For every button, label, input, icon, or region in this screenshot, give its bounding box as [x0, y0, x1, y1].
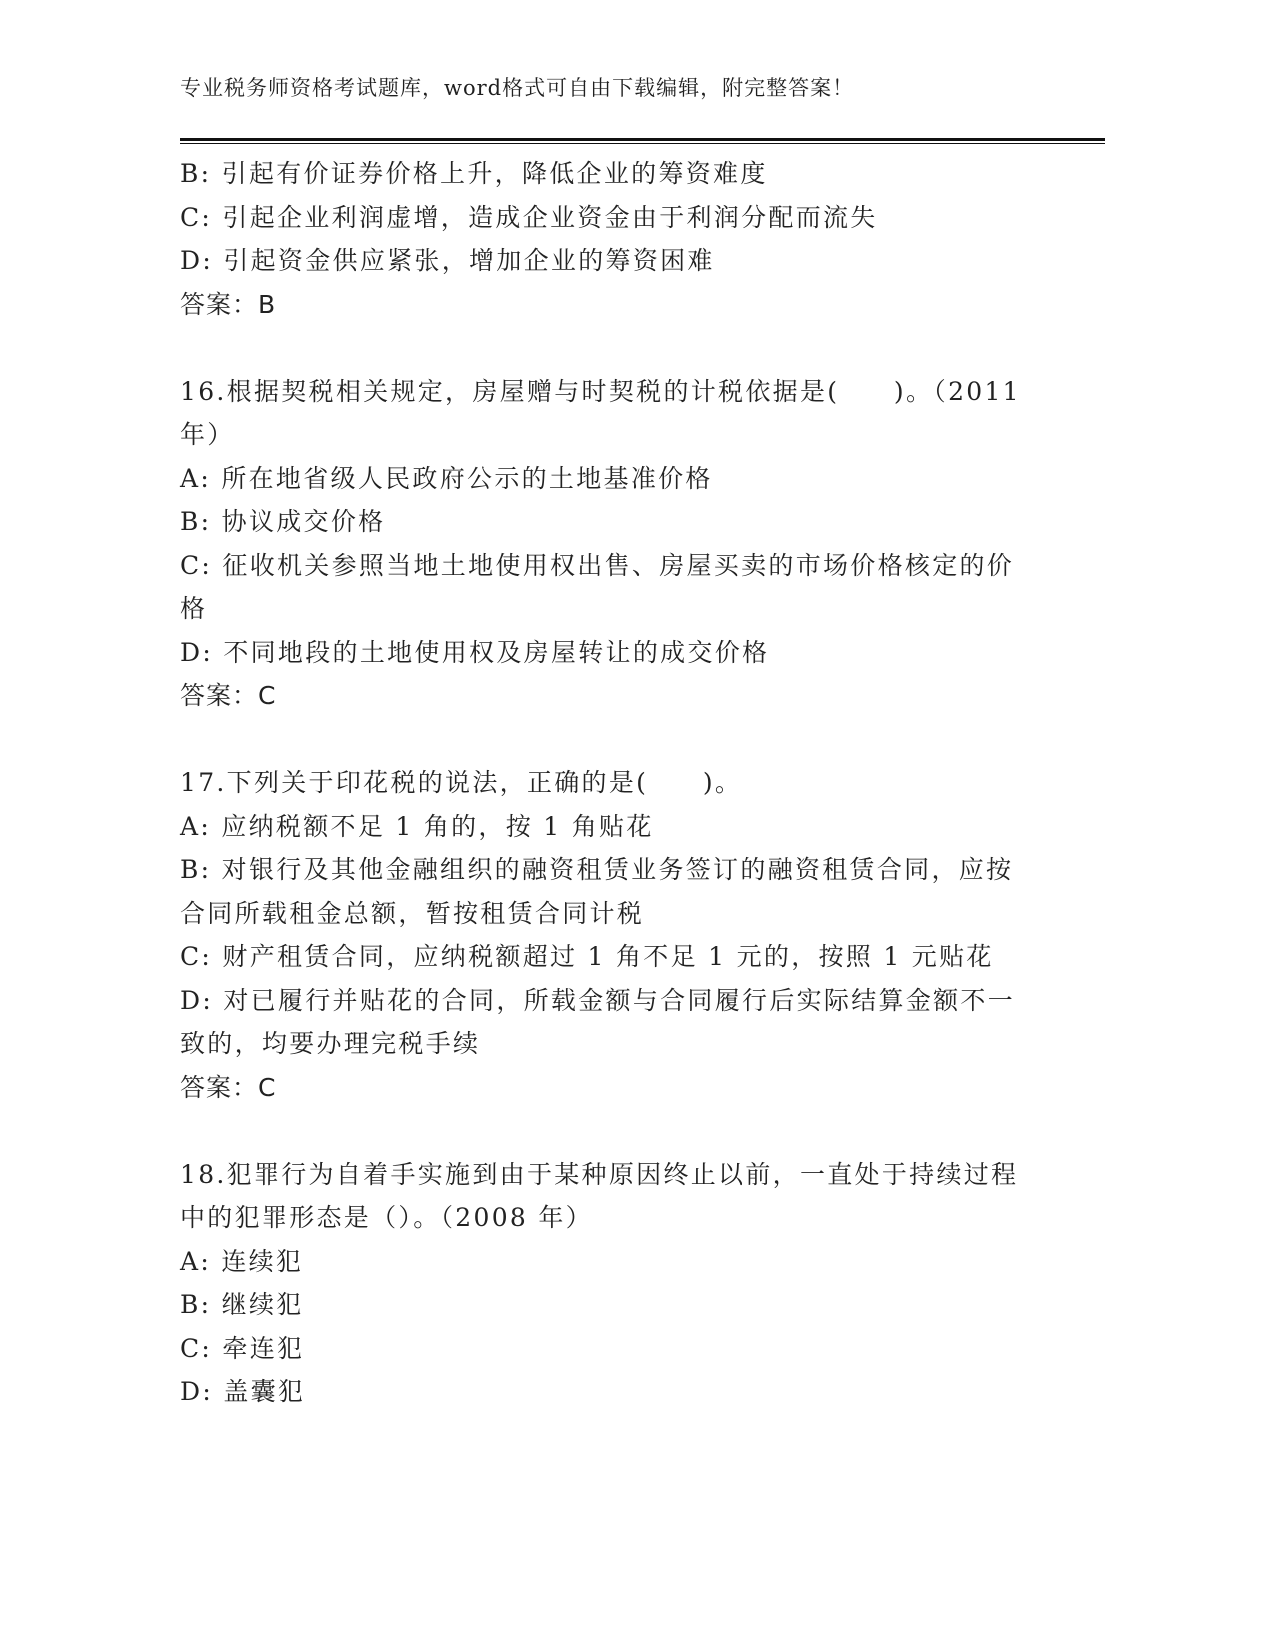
option-c: C: 引起企业利润虚增，造成企业资金由于利润分配而流失 [180, 202, 878, 232]
option-b: B: 协议成交价格 [180, 507, 386, 536]
answer-line: 答案：C [180, 1072, 277, 1102]
answer-line: 答案：B [180, 289, 277, 319]
question-stem-continued: 年） [180, 420, 235, 449]
question-list [180, 152, 1028, 1414]
option-b: B: 对银行及其他金融组织的融资租赁业务签订的融资租赁合同，应按 [180, 855, 1014, 884]
option-a: A: 所在地省级人民政府公示的土地基准价格 [180, 463, 713, 493]
option-a: A: 应纳税额不足 1 角的，按 1 角贴花 [180, 811, 654, 841]
header-divider-thick [180, 138, 1105, 141]
spacer [180, 1109, 1028, 1153]
option-c: C: 牵连犯 [180, 1333, 305, 1363]
question-stem: 18.犯罪行为自着手实施到由于某种原因终止以前，一直处于持续过程 [180, 1159, 1019, 1189]
question-17 [180, 761, 1028, 1109]
question-16 [180, 370, 1028, 718]
header-divider-thin [180, 143, 1105, 144]
question-stem-continued: 中的犯罪形态是（）。（2008 年） [180, 1203, 593, 1232]
spacer [180, 326, 1028, 370]
option-d: D: 盖囊犯 [180, 1377, 306, 1406]
option-b: B: 引起有价证券价格上升，降低企业的筹资难度 [180, 159, 768, 188]
question-stem: 17.下列关于印花税的说法，正确的是( )。 [180, 768, 743, 797]
answer-line: 答案：C [180, 681, 277, 710]
option-b-continued: 合同所载租金总额，暂按租赁合同计税 [180, 898, 645, 928]
option-d: D: 对已履行并贴花的合同，所载金额与合同履行后实际结算金额不一 [180, 985, 1016, 1015]
page-header: 专业税务师资格考试题库，word格式可自由下载编辑，附完整答案！ [180, 76, 855, 100]
question-18 [180, 1153, 1028, 1414]
option-d-continued: 致的，均要办理完税手续 [180, 1029, 481, 1058]
option-c-continued: 格 [180, 594, 208, 623]
option-d: D: 引起资金供应紧张，增加企业的筹资困难 [180, 246, 715, 275]
question-stem: 16.根据契税相关规定，房屋赠与时契税的计税依据是( )。（2011 [180, 376, 1021, 406]
question-15 [180, 152, 1028, 326]
option-a: A: 连续犯 [180, 1246, 304, 1276]
option-c: C: 征收机关参照当地土地使用权出售、房屋买卖的市场价格核定的价 [180, 550, 1015, 580]
spacer [180, 718, 1028, 762]
option-c: C: 财产租赁合同，应纳税额超过 1 角不足 1 元的，按照 1 元贴花 [180, 942, 994, 971]
option-d: D: 不同地段的土地使用权及房屋转让的成交价格 [180, 637, 770, 667]
option-b: B: 继续犯 [180, 1290, 304, 1319]
